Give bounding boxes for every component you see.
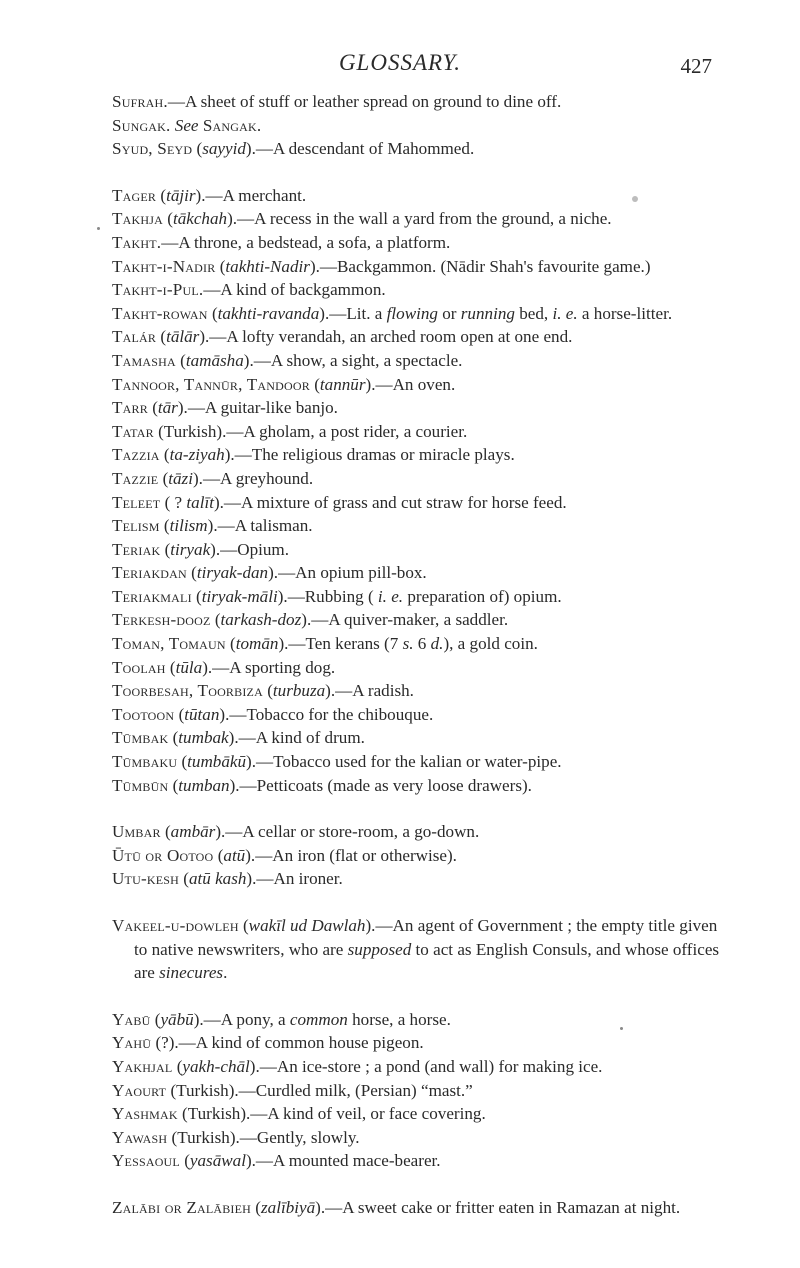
entry-definition: —Rubbing ( (287, 586, 374, 606)
glossary-entry (112, 373, 722, 397)
entry-definition: —A pony, a (203, 1009, 286, 1029)
glossary-entry (112, 1055, 722, 1079)
entry-transliteration: yasāwal (189, 1151, 246, 1171)
entry-separator: ( (159, 516, 170, 536)
entry-separator: ( (207, 303, 218, 323)
entry-definition: —A radish. (335, 681, 414, 701)
glossary-entry (112, 561, 722, 585)
glossary-entry (112, 774, 722, 798)
entry-transliteration: tiryak-māli (201, 586, 278, 606)
entry-headword: Tager (112, 185, 157, 205)
entry-definition: —A merchant. (205, 185, 307, 205)
entry-definition: (Turkish).—Curdled milk, (Persian) “mast.” (170, 1080, 473, 1100)
entry-separator: ). (365, 916, 376, 935)
entry-separator: ( (210, 610, 221, 630)
entry-separator: ). (243, 350, 254, 370)
entry-definition: (?).—A kind of common house pigeon. (155, 1033, 424, 1053)
entry-separator: ). (193, 1009, 204, 1029)
entry-separator: ). (192, 468, 203, 488)
entry-transliteration: atū (223, 845, 246, 865)
entry-definition: . (223, 963, 228, 983)
entry-definition: —Tobacco used for the kalian or water-pipe. (256, 752, 562, 772)
entry-separator: ( (178, 869, 189, 889)
section-gap (112, 891, 722, 914)
entry-separator: ( (158, 468, 169, 488)
entry-transliteration: tūtan (184, 704, 220, 724)
entry-headword: Tūmbūn (112, 775, 169, 795)
entry-separator: ( (179, 1151, 190, 1171)
entry-separator: ( (160, 539, 171, 559)
entry-definition: —A descendant of Mahommed. (255, 139, 475, 159)
entry-headword: Takht. (112, 232, 162, 252)
entry-separator: ( (165, 657, 176, 677)
entry-transliteration: tūla (175, 657, 203, 677)
entry-separator: ). (224, 445, 235, 465)
running-title: GLOSSARY. (338, 50, 462, 75)
entry-transliteration: ta-ziyah (169, 445, 225, 465)
entry-headword: Sufrah. (112, 92, 168, 111)
entry-definition: —Lit. a (329, 303, 383, 323)
entry-headword: Teleet (112, 492, 161, 512)
entry-headword: Tazzia (112, 445, 160, 465)
entry-definition: —A greyhound. (202, 468, 314, 488)
entry-definition: —A kind of drum. (238, 728, 365, 748)
section-gap (112, 985, 722, 1008)
entry-headword: Tatar (112, 421, 154, 441)
entry-separator: ( (156, 327, 167, 347)
entry-headword: Yahū (112, 1033, 152, 1053)
entry-separator: ). (315, 1197, 326, 1217)
entry-separator: ( (168, 775, 179, 795)
entry-definition: —Petticoats (made as very loose drawers). (239, 775, 532, 795)
entry-headword: Talár (112, 327, 157, 347)
entry-definition: —A lofty verandah, an arched room open at one end. (209, 327, 573, 347)
entry-definition: —An ice-store ; a pond (and wall) for making ice. (259, 1056, 603, 1076)
entry-separator: ). (245, 845, 256, 865)
glossary-entry (112, 114, 722, 138)
entry-separator: ). (309, 256, 320, 276)
entry-definition: —A recess in the wall a yard from the ground, a niche. (237, 209, 612, 229)
entry-transliteration: ambār (170, 822, 216, 842)
entry-separator: ). (249, 1056, 260, 1076)
entry-separator: ). (319, 303, 330, 323)
entry-definition: ), a gold coin. (443, 634, 538, 654)
entry-headword: Toorbesah, Toorbiza (112, 681, 263, 701)
glossary-entry (112, 514, 722, 538)
glossary-entry (112, 396, 722, 420)
entry-separator: ). (268, 563, 279, 583)
entry-definition: A throne, a bedstead, a sofa, a platform. (178, 232, 451, 252)
entry-separator: ( (159, 445, 170, 465)
entry-definition: —An ironer. (256, 869, 343, 889)
entry-separator: ). (202, 657, 213, 677)
entry-headword: Takhja (112, 209, 163, 229)
glossary-entry (112, 632, 722, 656)
entry-separator: ). (215, 822, 226, 842)
entry-separator: ). (207, 516, 218, 536)
entry-separator: ). (245, 139, 256, 159)
entry-separator: ( (225, 634, 236, 654)
glossary-entry (112, 90, 722, 114)
entry-headword: Tannoor, Tannūr, Tandoor (112, 374, 310, 394)
entry-separator: ( (150, 1009, 161, 1029)
entry-separator: ). (199, 327, 210, 347)
glossary-entry (112, 1149, 722, 1173)
glossary-entry (112, 443, 722, 467)
margin-mark (97, 227, 100, 230)
entry-separator: ( (215, 256, 226, 276)
entry-italic: running (460, 303, 515, 323)
entry-transliteration: wakīl ud Dawlah (248, 916, 366, 935)
entry-transliteration: tiryak (170, 539, 211, 559)
entry-separator: ( (191, 586, 202, 606)
glossary-entry (112, 1031, 722, 1055)
entry-headword: Tamasha (112, 350, 176, 370)
entry-italic: flowing (386, 303, 438, 323)
glossary-entry (112, 1196, 722, 1220)
entry-separator: — (161, 232, 179, 252)
entry-separator: ). (246, 869, 257, 889)
entry-separator: ( (177, 752, 188, 772)
glossary-entry (112, 302, 722, 326)
entry-headword: Tūmbaku (112, 752, 178, 772)
section-gap (112, 161, 722, 184)
entry-separator: ). (277, 586, 288, 606)
entry-headword: Takht-i-Nadir (112, 256, 216, 276)
entry-separator: ( (192, 139, 203, 159)
entry-definition: —An oven. (375, 374, 456, 394)
entry-separator: ( (309, 374, 320, 394)
entry-separator: ( (160, 822, 171, 842)
entry-transliteration: tālār (166, 327, 200, 347)
entry-headword: Telism (112, 516, 160, 536)
glossary-entry (112, 585, 722, 609)
entry-definition: —A show, a sight, a spectacle. (253, 350, 463, 370)
entry-separator: ). (229, 775, 240, 795)
glossary-entry (112, 750, 722, 774)
entry-headword: Tarr (112, 398, 148, 418)
glossary-entry (112, 1079, 722, 1103)
entry-separator: ( (262, 681, 273, 701)
entry-headword: Teriakmali (112, 586, 192, 606)
glossary-entry (112, 255, 722, 279)
entry-separator: ). (177, 398, 188, 418)
glossary-entry (112, 278, 722, 302)
glossary-entry (112, 1126, 722, 1150)
glossary-entry (112, 844, 722, 868)
entry-definition: a horse-litter. (581, 303, 673, 323)
entry-separator: ). (210, 539, 221, 559)
glossary-entry (112, 703, 722, 727)
entry-separator: ( (174, 704, 185, 724)
entry-headword: Vakeel-u-dowleh (112, 916, 239, 935)
entry-headword: Tazzie (112, 468, 159, 488)
entry-headword: Yaourt (112, 1080, 167, 1100)
entry-definition: (Turkish).—A gholam, a post rider, a courier. (158, 421, 468, 441)
entry-separator: ). (227, 209, 238, 229)
glossary-entry (112, 1102, 722, 1126)
glossary-entry (112, 325, 722, 349)
glossary-entries (112, 90, 722, 1220)
entry-transliteration: yakh-chāl (182, 1056, 250, 1076)
entry-separator: ( (251, 1197, 261, 1217)
entry-headword: Zalābi or Zalābieh (112, 1197, 252, 1217)
entry-transliteration: yābū (160, 1009, 194, 1029)
glossary-entry (112, 184, 722, 208)
glossary-entry (112, 867, 722, 891)
entry-separator: ). (195, 185, 206, 205)
entry-transliteration: takhti-Nadir (225, 256, 310, 276)
glossary-entry (112, 538, 722, 562)
entry-definition: —A guitar-like banjo. (187, 398, 338, 418)
entry-transliteration: tiryak-dan (196, 563, 269, 583)
entry-italic: i. e. (552, 303, 578, 323)
entry-separator: ). (301, 610, 312, 630)
entry-headword: Umbar (112, 822, 161, 842)
entry-headword: Toman, Tomaun (112, 634, 226, 654)
glossary-entry (112, 491, 722, 515)
entry-definition: A kind of backgammon. (220, 280, 386, 300)
entry-headword: Yessaoul (112, 1151, 180, 1171)
entry-transliteration: tomān (235, 634, 279, 654)
entry-transliteration: tilism (169, 516, 208, 536)
entry-definition: —An iron (flat or otherwise). (255, 845, 457, 865)
entry-definition: —A cellar or store-room, a go-down. (225, 822, 480, 842)
entry-separator: ( (168, 728, 179, 748)
entry-transliteration: turbuza (272, 681, 326, 701)
entry-transliteration: tāzi (168, 468, 193, 488)
entry-definition: —An opium pill-box. (278, 563, 427, 583)
entry-definition: —Backgammon. (Nādir Shah's favourite game.) (319, 256, 651, 276)
entry-headword: Tootoon (112, 704, 175, 724)
entry-headword: Terkesh-dooz (112, 610, 211, 630)
entry-transliteration: tār (157, 398, 178, 418)
entry-separator: ). (365, 374, 376, 394)
glossary-entry (112, 608, 722, 632)
entry-definition: —Opium. (220, 539, 289, 559)
entry-headword: Tūmbak (112, 728, 169, 748)
entry-separator: ( ? (160, 492, 187, 512)
entry-definition: —Tobacco for the chibouque. (229, 704, 434, 724)
glossary-entry (112, 349, 722, 373)
entry-headword: Takht-rowan (112, 303, 208, 323)
entry-transliteration: tamāsha (185, 350, 244, 370)
entry-separator: ( (186, 563, 197, 583)
section-gap (112, 1173, 722, 1196)
entry-definition: (Turkish).—Gently, slowly. (171, 1127, 360, 1147)
entry-separator: ( (172, 1056, 183, 1076)
glossary-entry (112, 656, 722, 680)
entry-italic: See (174, 115, 199, 135)
glossary-entry (112, 231, 722, 255)
entry-italic: s. (402, 634, 414, 654)
entry-italic: d. (430, 634, 444, 654)
entry-separator: ( (238, 916, 249, 935)
entry-transliteration: tarkash-doz (220, 610, 302, 630)
entry-separator: ( (213, 845, 224, 865)
entry-transliteration: tumbak (178, 728, 229, 748)
entry-headword: Yawash (112, 1127, 168, 1147)
entry-definition: (Turkish).—A kind of veil, or face covering. (182, 1104, 486, 1124)
page-number: 427 (680, 54, 712, 78)
entry-definition: horse, a horse. (352, 1009, 451, 1029)
entry-separator: ). (325, 681, 336, 701)
entry-separator: ( (162, 209, 173, 229)
entry-headword: Toolah (112, 657, 166, 677)
glossary-entry (112, 679, 722, 703)
entry-separator: ( (147, 398, 158, 418)
entry-definition: preparation of) opium. (407, 586, 562, 606)
entry-headword: Yabū (112, 1009, 151, 1029)
entry-headword: Ūtū or Ootoo (112, 845, 214, 865)
entry-transliteration: talīt (186, 492, 214, 512)
entry-headword: Takht-i-Pul. (112, 280, 204, 300)
entry-headword: Teriak (112, 539, 161, 559)
entry-italic: supposed (347, 939, 412, 959)
entry-italic: i. e. (377, 586, 404, 606)
entry-definition: —A mounted mace-bearer. (255, 1151, 441, 1171)
glossary-entry (112, 467, 722, 491)
running-head (0, 50, 800, 82)
entry-definition: —The religious dramas or miracle plays. (234, 445, 515, 465)
entry-transliteration: tājir (166, 185, 196, 205)
glossary-entry (112, 137, 722, 161)
entry-separator: ). (213, 492, 224, 512)
entry-separator: ). (245, 1151, 256, 1171)
entry-transliteration: tumban (178, 775, 230, 795)
entry-separator: ( (175, 350, 186, 370)
entry-separator: ). (228, 728, 239, 748)
entry-separator: — (203, 280, 221, 300)
glossary-entry (112, 726, 722, 750)
entry-transliteration: atū kash (188, 869, 247, 889)
entry-definition: —An agent of Government ; the empty title given to native newswriters, who are (134, 916, 718, 959)
entry-separator: ). (278, 634, 289, 654)
entry-transliteration: zalībiyā (261, 1197, 316, 1217)
entry-separator: ). (219, 704, 230, 724)
glossary-entry (112, 1008, 722, 1032)
entry-separator: ( (156, 185, 167, 205)
entry-transliteration: tannūr (319, 374, 366, 394)
entry-transliteration: tumbākū (187, 752, 247, 772)
entry-headword: Utu-kesh (112, 869, 179, 889)
entry-transliteration: takhti-ravanda (217, 303, 320, 323)
entry-transliteration: tākchah (172, 209, 228, 229)
entry-definition: or (442, 303, 457, 323)
entry-definition: bed, (519, 303, 549, 323)
entry-separator: ). (246, 752, 256, 772)
entry-separator: — (167, 92, 185, 111)
entry-italic: common (289, 1009, 348, 1029)
entry-headword: Sungak. (112, 115, 171, 135)
section-gap (112, 797, 722, 820)
entry-definition: —A mixture of grass and cut straw for horse feed. (223, 492, 567, 512)
entry-headword: Teriakdan (112, 563, 187, 583)
entry-definition: to act as English Consuls, and whose offices are (134, 939, 720, 983)
entry-transliteration: sayyid (202, 139, 246, 159)
glossary-entry (112, 420, 722, 444)
entry-headword: Syud, Seyd (112, 139, 193, 159)
entry-definition: 6 (417, 634, 427, 654)
entry-italic: sinecures (159, 963, 224, 983)
entry-headword: Yashmak (112, 1104, 178, 1124)
glossary-entry (112, 914, 722, 985)
entry-definition: A sheet of stuff or leather spread on ground to dine off. (184, 92, 562, 111)
entry-definition: —A sporting dog. (212, 657, 336, 677)
entry-headword: Yakhjal (112, 1056, 173, 1076)
entry-cross-reference: Sangak. (202, 115, 262, 135)
glossary-entry (112, 820, 722, 844)
glossary-entry (112, 207, 722, 231)
entry-definition: —Ten kerans (7 (288, 634, 399, 654)
entry-definition: —A sweet cake or fritter eaten in Ramazan at night. (325, 1197, 681, 1217)
entry-definition: —A quiver-maker, a saddler. (311, 610, 509, 630)
entry-definition: —A talisman. (217, 516, 313, 536)
